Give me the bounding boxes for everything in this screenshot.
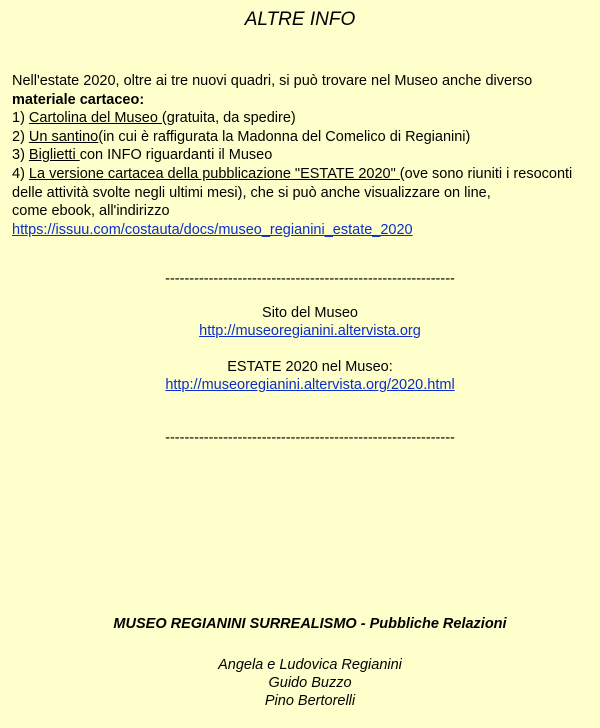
separator-bottom: ------------------------------------------------------------ <box>165 430 455 446</box>
list-item-text: (ove sono riuniti i resoconti <box>399 165 573 182</box>
list-item-tickets <box>12 146 592 165</box>
name-line: Guido Buzzo <box>268 675 352 691</box>
site-section <box>0 304 600 340</box>
estate-section <box>0 358 600 394</box>
list-item-text: con INFO riguardanti il Museo <box>79 147 273 164</box>
list-number: 3) <box>12 147 29 164</box>
list-item-publication <box>12 165 592 184</box>
site-label: Sito del Museo <box>262 305 358 321</box>
santino-link[interactable]: Un santino <box>28 128 99 145</box>
intro-heading: materiale cartaceo: <box>12 91 145 108</box>
list-number: 4) <box>12 165 29 182</box>
separator-top: ------------------------------------------------------------ <box>165 271 455 287</box>
tickets-link[interactable]: Biglietti <box>28 147 80 164</box>
org-name: MUSEO REGIANINI SURREALISMO - Pubbliche Relazioni <box>113 616 507 632</box>
list-number: 1) <box>12 110 29 127</box>
intro-section <box>12 72 592 239</box>
intro-line: come ebook, all'indirizzo <box>12 203 170 220</box>
list-item-text: (gratuita, da spedire) <box>161 110 296 127</box>
footer-org <box>0 615 600 633</box>
publication-link[interactable]: La versione cartacea della pubblicazione "ESTATE 2020" <box>28 165 400 182</box>
estate-link[interactable]: http://museoregianini.altervista.org/2020.html <box>165 377 455 393</box>
list-item-text: (in cui è raffigurata la Madonna del Comelico di Regianini) <box>98 128 471 145</box>
intro-line: delle attività svolte negli ultimi mesi), che si può anche visualizzare on line, <box>12 184 491 201</box>
postcard-link[interactable]: Cartolina del Museo <box>28 110 162 127</box>
footer-names <box>0 656 600 710</box>
issuu-link[interactable]: https://issuu.com/costauta/docs/museo_regianini_estate_2020 <box>12 221 413 238</box>
site-link[interactable]: http://museoregianini.altervista.org <box>199 323 421 339</box>
page-title: ALTRE INFO <box>244 9 356 30</box>
name-line: Pino Bertorelli <box>264 693 356 709</box>
list-item-santino <box>12 128 592 147</box>
intro-line: Nell'estate 2020, oltre ai tre nuovi quadri, si può trovare nel Museo anche diverso <box>12 73 533 89</box>
list-item-postcard <box>12 109 592 128</box>
list-number: 2) <box>12 128 29 145</box>
estate-label: ESTATE 2020 nel Museo: <box>227 359 393 375</box>
name-line: Angela e Ludovica Regianini <box>218 657 402 673</box>
